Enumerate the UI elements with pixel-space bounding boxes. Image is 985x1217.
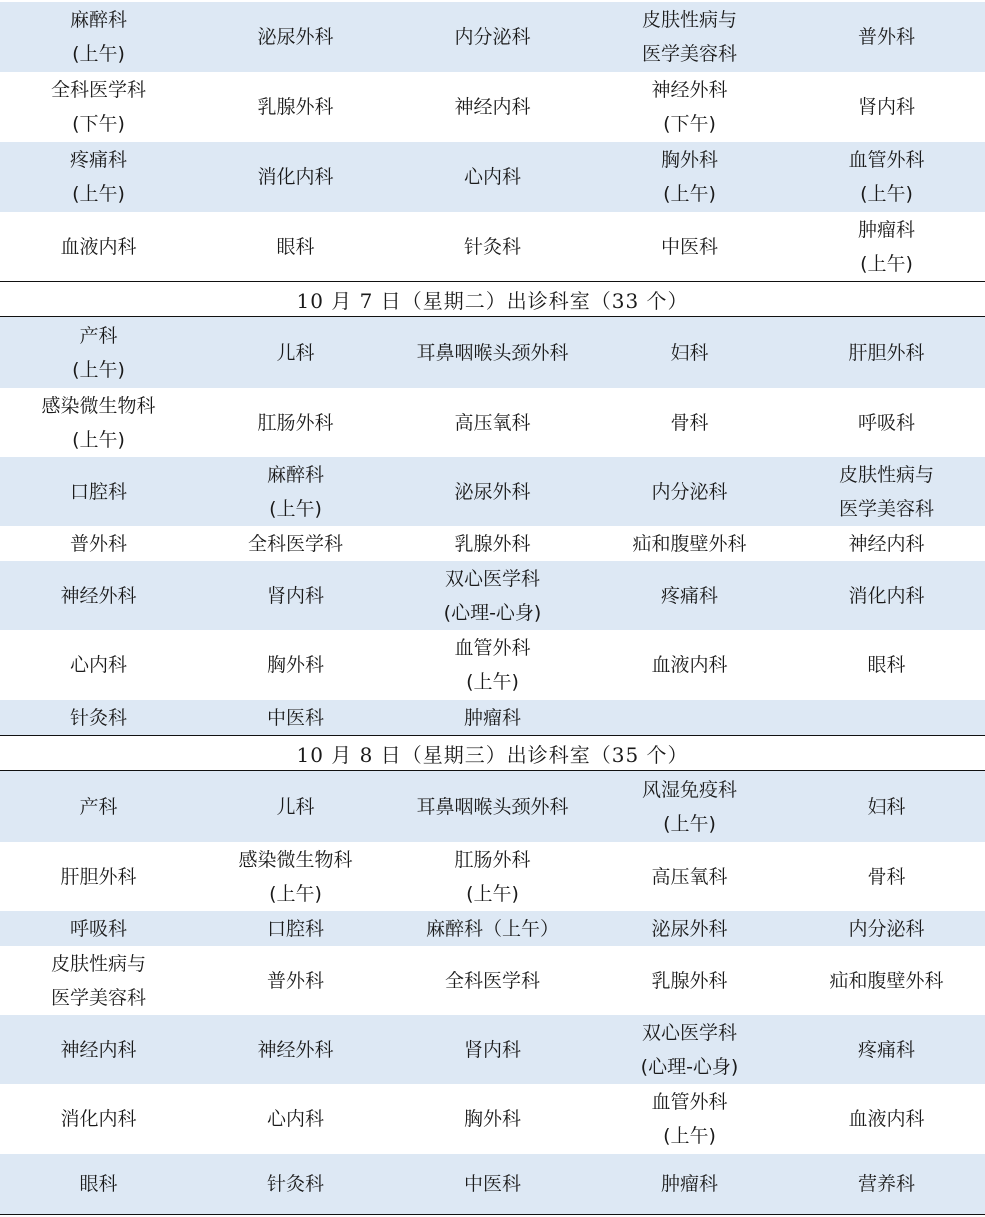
department-name: 血液内科 bbox=[651, 654, 728, 676]
department-name: 双心医学科 bbox=[444, 567, 540, 590]
department-cell bbox=[591, 142, 788, 212]
department-cell bbox=[591, 842, 788, 911]
table-row bbox=[0, 72, 985, 142]
department-cell bbox=[788, 457, 985, 526]
department-cell bbox=[394, 700, 591, 735]
department-cell bbox=[394, 388, 591, 457]
department-name: 皮肤性病与 bbox=[50, 952, 146, 975]
department-name: 乳腺外科 bbox=[651, 969, 728, 992]
department-name: 双心医学科 bbox=[641, 1021, 737, 1044]
department-name: 妇科 bbox=[867, 795, 906, 818]
department-cell bbox=[394, 1015, 591, 1084]
department-cell bbox=[0, 526, 197, 561]
department-name: 产科 bbox=[79, 795, 118, 818]
department-cell bbox=[591, 561, 788, 630]
department-name: 消化内科 bbox=[848, 584, 925, 607]
department-name: 产科 bbox=[79, 324, 118, 347]
department-name: 耳鼻咽喉头颈外科 bbox=[416, 341, 569, 364]
department-name: 普外科 bbox=[857, 26, 915, 48]
department-name: 高压氧科 bbox=[651, 865, 728, 888]
department-note: (上午) bbox=[466, 671, 519, 693]
department-name: 神经外科 bbox=[257, 1038, 334, 1061]
table-row bbox=[0, 1084, 985, 1154]
department-cell bbox=[197, 2, 394, 72]
department-note: (上午) bbox=[269, 497, 322, 520]
department-cell bbox=[788, 561, 985, 630]
department-cell bbox=[788, 388, 985, 457]
department-name: 血管外科 bbox=[454, 637, 531, 659]
department-name: 疼痛科 bbox=[857, 1038, 915, 1061]
table-row bbox=[0, 142, 985, 212]
department-cell bbox=[0, 317, 197, 388]
department-name: 呼吸科 bbox=[69, 917, 127, 940]
department-name: 神经内科 bbox=[848, 532, 925, 555]
table-row bbox=[0, 700, 985, 735]
department-note: (下午) bbox=[72, 113, 125, 135]
department-name: 泌尿外科 bbox=[651, 917, 728, 940]
department-note: (上午) bbox=[72, 43, 125, 65]
department-name: 麻醉科 bbox=[69, 9, 127, 31]
department-name: 感染微生物科 bbox=[238, 848, 353, 871]
department-name: 血管外科 bbox=[848, 149, 925, 171]
department-name: 肿瘤科 bbox=[463, 706, 521, 729]
department-note: 医学美容科 bbox=[838, 497, 934, 520]
department-note: (上午) bbox=[466, 882, 519, 905]
department-cell bbox=[394, 842, 591, 911]
department-name: 消化内科 bbox=[257, 166, 334, 188]
department-name: 全科医学科 bbox=[247, 532, 343, 555]
department-name: 针灸科 bbox=[266, 1173, 324, 1195]
department-cell bbox=[591, 388, 788, 457]
department-name: 中医科 bbox=[463, 1173, 521, 1195]
department-cell bbox=[197, 457, 394, 526]
department-cell bbox=[0, 561, 197, 630]
department-name: 针灸科 bbox=[69, 706, 127, 729]
department-name: 皮肤性病与 bbox=[838, 463, 934, 486]
department-cell bbox=[394, 1084, 591, 1154]
department-name: 肿瘤科 bbox=[857, 218, 915, 241]
department-cell bbox=[591, 317, 788, 388]
department-name: 内分泌科 bbox=[848, 917, 925, 940]
department-name: 风湿免疫科 bbox=[641, 778, 737, 801]
department-cell bbox=[394, 457, 591, 526]
department-name: 心内科 bbox=[266, 1108, 324, 1130]
department-name: 中医科 bbox=[266, 706, 324, 729]
department-note: (上午) bbox=[72, 358, 125, 381]
table-row bbox=[0, 1154, 985, 1214]
department-cell bbox=[197, 1154, 394, 1214]
department-cell bbox=[394, 771, 591, 842]
table-row bbox=[0, 526, 985, 561]
department-name: 骨科 bbox=[670, 411, 709, 434]
department-name: 口腔科 bbox=[266, 917, 324, 940]
department-cell bbox=[591, 911, 788, 946]
department-cell bbox=[788, 700, 985, 735]
department-cell bbox=[591, 1084, 788, 1154]
department-cell bbox=[788, 630, 985, 700]
department-cell bbox=[0, 946, 197, 1015]
department-cell bbox=[0, 1084, 197, 1154]
department-name: 疝和腹壁外科 bbox=[632, 532, 747, 555]
department-name: 胸外科 bbox=[463, 1108, 521, 1130]
department-name: 乳腺外科 bbox=[454, 532, 531, 555]
department-name: 内分泌科 bbox=[454, 26, 531, 48]
department-cell bbox=[197, 1015, 394, 1084]
department-cell bbox=[591, 526, 788, 561]
section-header: 10 月 8 日（星期三）出诊科室（35 个） bbox=[0, 735, 985, 771]
department-cell bbox=[788, 911, 985, 946]
department-cell bbox=[788, 142, 985, 212]
department-cell bbox=[197, 842, 394, 911]
department-cell bbox=[788, 317, 985, 388]
department-note: (上午) bbox=[269, 882, 322, 905]
department-cell bbox=[394, 212, 591, 281]
department-cell bbox=[0, 1015, 197, 1084]
department-cell bbox=[0, 72, 197, 142]
department-name: 骨科 bbox=[867, 865, 906, 888]
department-cell bbox=[788, 1154, 985, 1214]
department-cell bbox=[394, 2, 591, 72]
department-name: 眼科 bbox=[276, 235, 315, 258]
department-name: 麻醉科 bbox=[266, 463, 324, 486]
department-name: 儿科 bbox=[276, 341, 315, 364]
department-cell bbox=[788, 842, 985, 911]
table-row bbox=[0, 561, 985, 630]
department-cell bbox=[394, 142, 591, 212]
department-cell bbox=[788, 2, 985, 72]
table-bottom-rule bbox=[0, 1214, 985, 1215]
department-name: 儿科 bbox=[276, 795, 315, 818]
department-name: 肛肠外科 bbox=[454, 848, 531, 871]
department-name: 内分泌科 bbox=[651, 480, 728, 503]
department-cell bbox=[197, 1084, 394, 1154]
department-cell bbox=[394, 561, 591, 630]
department-cell bbox=[197, 526, 394, 561]
department-note: (上午) bbox=[860, 252, 913, 275]
department-name: 肿瘤科 bbox=[660, 1173, 718, 1195]
department-name: 肾内科 bbox=[857, 96, 915, 118]
department-cell bbox=[0, 1154, 197, 1214]
table-row bbox=[0, 842, 985, 911]
department-name: 神经内科 bbox=[454, 96, 531, 118]
department-cell bbox=[0, 771, 197, 842]
department-cell bbox=[788, 946, 985, 1015]
department-cell bbox=[0, 457, 197, 526]
department-cell bbox=[197, 630, 394, 700]
department-cell bbox=[197, 561, 394, 630]
department-cell bbox=[591, 457, 788, 526]
department-cell bbox=[591, 946, 788, 1015]
department-name: 神经内科 bbox=[60, 1038, 137, 1061]
department-name: 妇科 bbox=[670, 341, 709, 364]
department-cell bbox=[0, 212, 197, 281]
department-name: 普外科 bbox=[69, 532, 127, 555]
department-name: 血管外科 bbox=[651, 1091, 728, 1113]
department-cell bbox=[197, 911, 394, 946]
department-cell bbox=[394, 526, 591, 561]
department-name: 中医科 bbox=[660, 235, 718, 258]
department-cell bbox=[394, 72, 591, 142]
department-cell bbox=[591, 1154, 788, 1214]
department-name: 耳鼻咽喉头颈外科 bbox=[416, 795, 569, 818]
department-cell bbox=[788, 212, 985, 281]
department-name: 消化内科 bbox=[60, 1108, 137, 1130]
department-cell bbox=[197, 317, 394, 388]
department-name: 胸外科 bbox=[660, 149, 718, 171]
department-cell bbox=[0, 630, 197, 700]
department-name: 血液内科 bbox=[60, 235, 137, 258]
department-cell bbox=[788, 1084, 985, 1154]
department-note: (上午) bbox=[72, 428, 125, 451]
department-name: 肾内科 bbox=[266, 584, 324, 607]
department-cell bbox=[0, 142, 197, 212]
department-note: (上午) bbox=[72, 183, 125, 205]
department-cell bbox=[394, 317, 591, 388]
department-cell bbox=[197, 700, 394, 735]
department-name: 肛肠外科 bbox=[257, 411, 334, 434]
department-cell bbox=[394, 1154, 591, 1214]
department-name: 高压氧科 bbox=[454, 411, 531, 434]
table-row bbox=[0, 212, 985, 281]
department-cell bbox=[197, 212, 394, 281]
table-row bbox=[0, 630, 985, 700]
table-row bbox=[0, 1015, 985, 1084]
department-name: 神经外科 bbox=[60, 584, 137, 607]
department-name: 全科医学科 bbox=[444, 969, 540, 992]
department-cell bbox=[0, 911, 197, 946]
department-name: 肾内科 bbox=[463, 1038, 521, 1061]
department-name: 乳腺外科 bbox=[257, 96, 334, 118]
table-row bbox=[0, 457, 985, 526]
department-cell bbox=[197, 771, 394, 842]
department-cell bbox=[394, 911, 591, 946]
department-cell bbox=[394, 630, 591, 700]
department-cell bbox=[591, 2, 788, 72]
department-name: 眼科 bbox=[867, 654, 906, 676]
department-cell bbox=[591, 700, 788, 735]
section-header: 10 月 7 日（星期二）出诊科室（33 个） bbox=[0, 281, 985, 317]
department-name: 心内科 bbox=[69, 654, 127, 676]
department-note: (下午) bbox=[663, 113, 716, 135]
department-name: 呼吸科 bbox=[857, 411, 915, 434]
department-cell bbox=[591, 1015, 788, 1084]
department-name: 感染微生物科 bbox=[41, 394, 156, 417]
table-row bbox=[0, 2, 985, 72]
department-cell bbox=[788, 771, 985, 842]
department-name: 疝和腹壁外科 bbox=[829, 969, 944, 992]
department-note: (上午) bbox=[663, 1125, 716, 1147]
department-cell bbox=[197, 72, 394, 142]
department-note: (心理-心身) bbox=[443, 601, 542, 624]
department-cell bbox=[591, 771, 788, 842]
department-name: 泌尿外科 bbox=[454, 480, 531, 503]
department-name: 肝胆外科 bbox=[848, 341, 925, 364]
department-name: 全科医学科 bbox=[50, 79, 146, 101]
department-name: 眼科 bbox=[79, 1173, 118, 1195]
department-name: 肝胆外科 bbox=[60, 865, 137, 888]
department-name: 血液内科 bbox=[848, 1108, 925, 1130]
department-cell bbox=[0, 388, 197, 457]
department-name: 神经外科 bbox=[651, 79, 728, 101]
department-name: 普外科 bbox=[266, 969, 324, 992]
department-cell bbox=[591, 72, 788, 142]
department-note: (上午) bbox=[663, 812, 716, 835]
department-cell bbox=[0, 842, 197, 911]
department-cell bbox=[788, 526, 985, 561]
department-cell bbox=[394, 946, 591, 1015]
department-cell bbox=[788, 72, 985, 142]
table-row bbox=[0, 388, 985, 457]
department-cell bbox=[197, 388, 394, 457]
department-name: 皮肤性病与 bbox=[641, 9, 737, 31]
department-cell bbox=[591, 212, 788, 281]
department-cell bbox=[197, 946, 394, 1015]
department-name: 针灸科 bbox=[463, 235, 521, 258]
department-cell bbox=[591, 630, 788, 700]
department-note: (上午) bbox=[663, 183, 716, 205]
department-name: 疼痛科 bbox=[69, 149, 127, 171]
department-name: 心内科 bbox=[463, 166, 521, 188]
department-cell bbox=[0, 700, 197, 735]
department-name: 疼痛科 bbox=[660, 584, 718, 607]
department-name: 口腔科 bbox=[69, 480, 127, 503]
department-cell bbox=[788, 1015, 985, 1084]
table-row bbox=[0, 946, 985, 1015]
department-note: (心理-心身) bbox=[640, 1055, 739, 1078]
department-note: (上午) bbox=[860, 183, 913, 205]
department-name: 麻醉科（上午） bbox=[425, 917, 559, 940]
table-row bbox=[0, 771, 985, 842]
department-note: 医学美容科 bbox=[50, 986, 146, 1009]
department-name: 泌尿外科 bbox=[257, 26, 334, 48]
department-cell bbox=[197, 142, 394, 212]
department-name: 营养科 bbox=[857, 1173, 915, 1195]
table-row bbox=[0, 911, 985, 946]
department-name: 胸外科 bbox=[266, 654, 324, 676]
department-note: 医学美容科 bbox=[641, 43, 737, 65]
department-cell bbox=[0, 2, 197, 72]
table-row bbox=[0, 317, 985, 388]
